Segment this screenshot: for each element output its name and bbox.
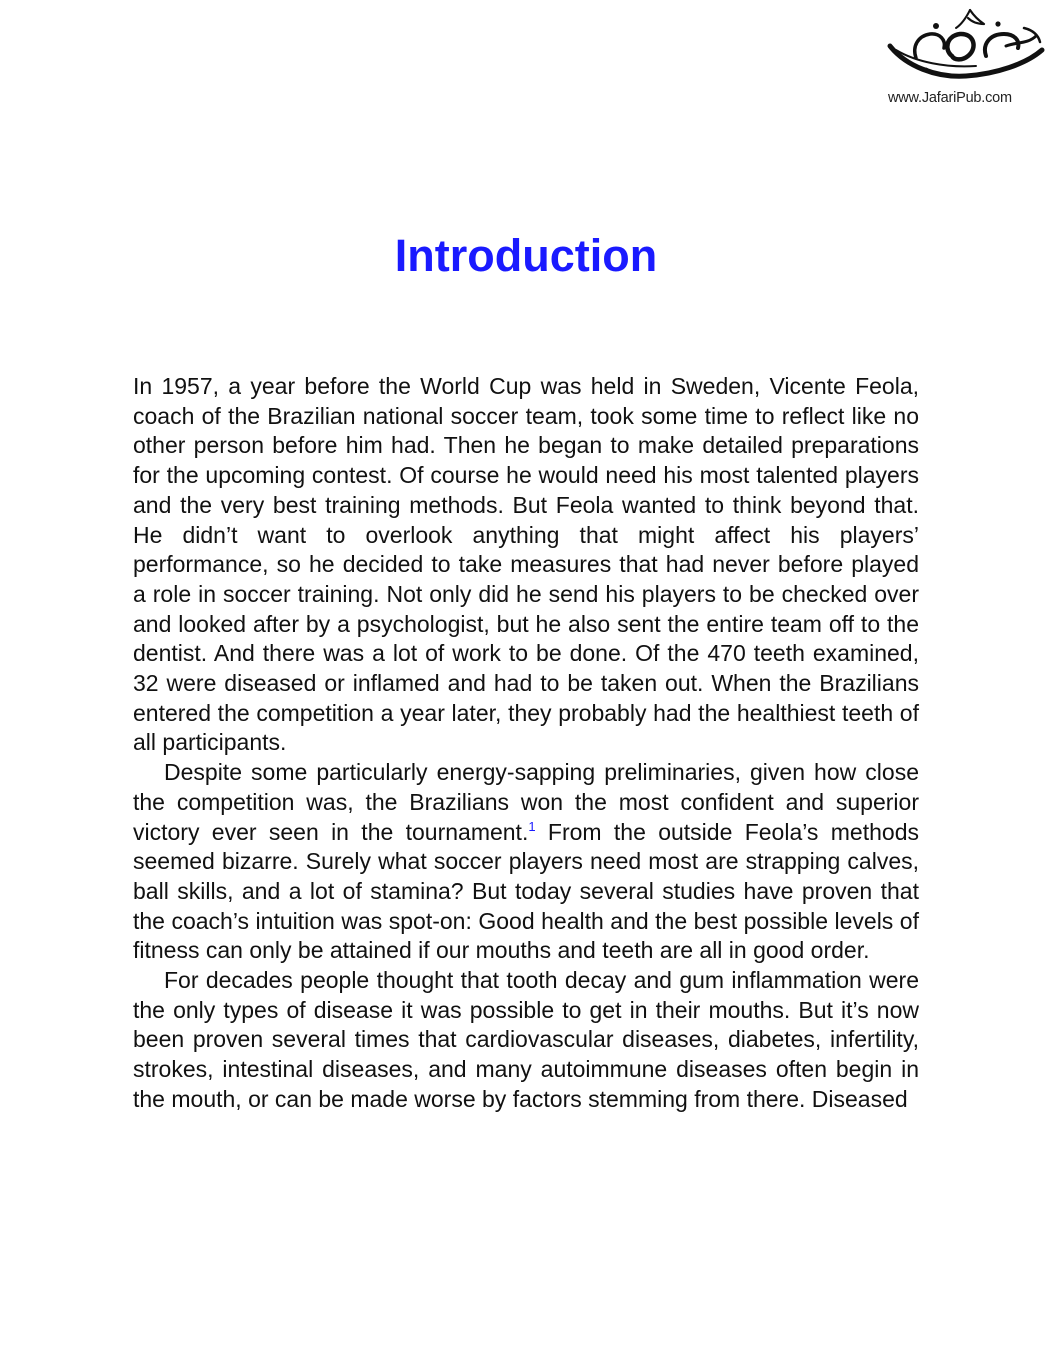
paragraph-3: For decades people thought that tooth decay and gum inflammation were the only types of disease it was possible to get in their mouths. But it’s now been proven several times that cardiovascular diseases, diabetes, infertility, strokes, intestinal diseases, and many autoimmune diseases often begin in the mouth, or can be made worse by factors stemming from there. Diseased <box>133 967 919 1112</box>
paragraph-2 <box>133 758 919 966</box>
paragraph-1: In 1957, a year before the World Cup was held in Sweden, Vicente Feola, coach of the Brazilian national soccer team, took some time to reflect like no other person before him had. Then he began to make detailed preparations for the upcoming contest. Of course he would need his most talented players and the very best training methods. But Feola wanted to think beyond that. He didn’t want to overlook anything that might affect his players’ performance, so he decided to take measures that had never before played a role in soccer training. Not only did he send his players to be checked over and looked after by a psychologist, but he also sent the entire team off to the dentist. And there was a lot of work to be done. Of the 470 teeth examined, 32 were diseased or inflamed and had to be taken out. When the Brazilians entered the competition a year later, they probably had the healthiest teeth of all participants. <box>133 373 919 756</box>
paragraph-2-text-after: From the outside Feola’s methods seemed bizarre. Surely what soccer players need most are strapping calves, ball skills, and a lot of stamina? But today several studies have proven that the coach’s intuition was spot-on: Good health and the best possible levels of fitness can only be attained if our mouths and teeth are all in good order. <box>133 818 919 964</box>
publisher-logo <box>882 6 1050 110</box>
body-text <box>133 372 919 1115</box>
calligraphy-emblem-icon <box>886 6 1046 88</box>
paragraph-2-text-before: Despite some particularly energy-sapping preliminaries, given how close the competition was, the Brazilians won the most confident and superior victory ever seen in the tournament. <box>133 759 919 845</box>
footnote-reference[interactable]: 1 <box>528 818 536 834</box>
page-title: Introduction <box>394 230 658 281</box>
publisher-url: www.JafariPub.com <box>888 90 1012 106</box>
